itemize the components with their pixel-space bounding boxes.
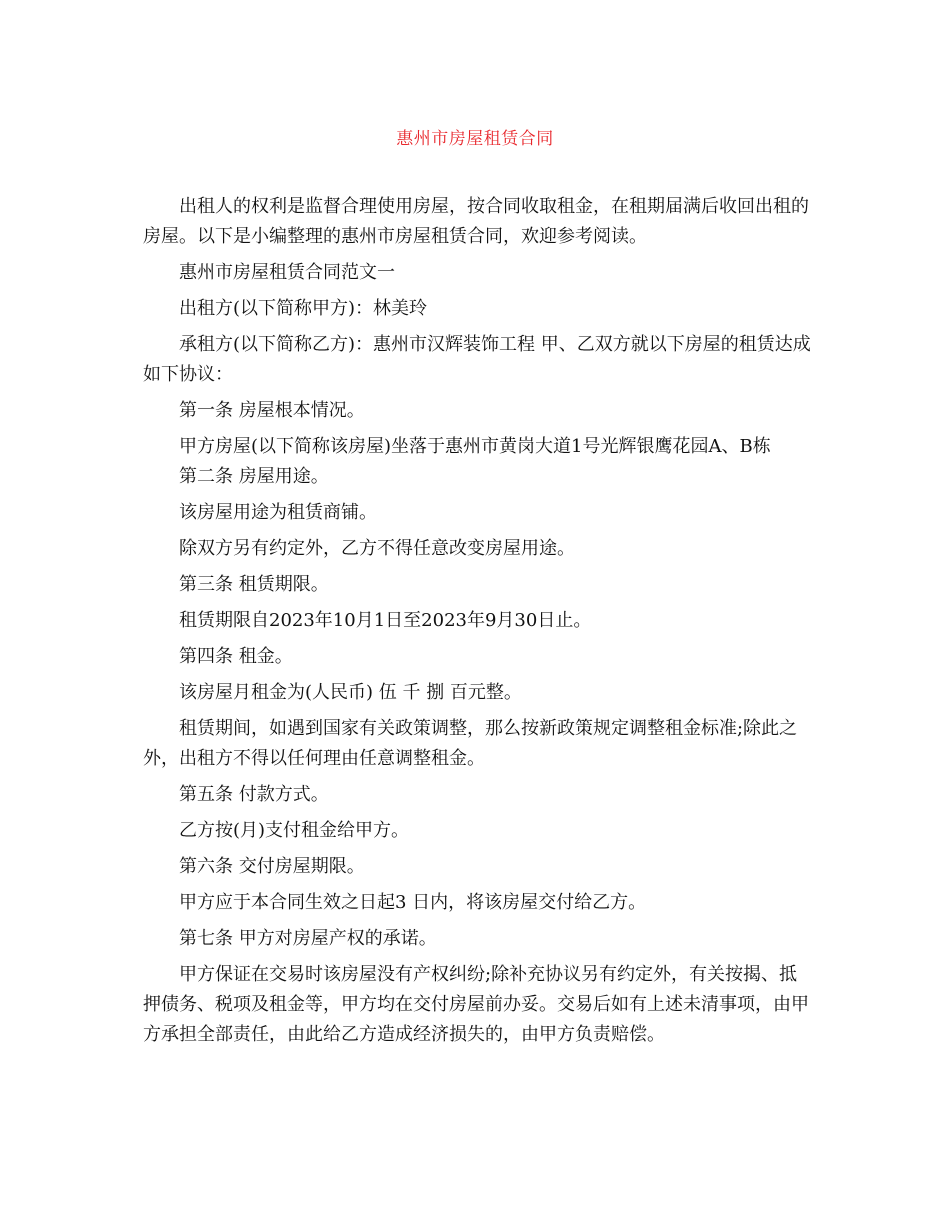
paragraph-article-2: 第二条 房屋用途。 (179, 466, 329, 487)
paragraph-article-7: 第七条 甲方对房屋产权的承诺。 (179, 928, 437, 949)
paragraph-article-3: 第三条 租赁期限。 (179, 574, 329, 595)
paragraph-article-1: 第一条 房屋根本情况。 (179, 400, 365, 421)
paragraph-lessor: 出租方(以下简称甲方)：林美玲 (179, 298, 428, 319)
paragraph-delivery: 甲方应于本合同生效之日起3 日内，将该房屋交付给乙方。 (179, 892, 647, 913)
paragraph-intro: 出租人的权利是监督合理使用房屋，按合同收取租金，在租期届满后收回出租的房屋。以下是小编整理的惠州市房屋租赁合同，欢迎参考阅读。 (143, 196, 809, 247)
paragraph-sample-heading: 惠州市房屋租赁合同范文一 (179, 262, 395, 283)
document-body (143, 192, 811, 1056)
paragraph-lessee: 承租方(以下简称乙方)：惠州市汉辉装饰工程 甲、乙双方就以下房屋的租赁达成如下协议： (143, 334, 811, 385)
paragraph-rent-adjustment: 租赁期间，如遇到国家有关政策调整，那么按新政策规定调整租金标准;除此之外，出租方不得以任何理由任意调整租金。 (143, 718, 798, 769)
paragraph-payment: 乙方按(月)支付租金给甲方。 (179, 820, 410, 841)
paragraph-article-4: 第四条 租金。 (179, 646, 293, 667)
document-title: 惠州市房屋租赁合同 (396, 129, 554, 149)
paragraph-monthly-rent: 该房屋月租金为(人民币) 伍 千 捌 百元整。 (179, 682, 522, 703)
paragraph-article-5: 第五条 付款方式。 (179, 784, 329, 805)
paragraph-lease-term: 租赁期限自2023年10月1日至2023年9月30日止。 (179, 610, 592, 631)
paragraph-article-6: 第六条 交付房屋期限。 (179, 856, 365, 877)
paragraph-usage: 该房屋用途为租赁商铺。 (179, 502, 377, 523)
paragraph-usage-restriction: 除双方另有约定外，乙方不得任意改变房屋用途。 (179, 538, 575, 559)
paragraph-title-guarantee: 甲方保证在交易时该房屋没有产权纠纷;除补充协议另有约定外，有关按揭、抵押债务、税项及租金等，甲方均在交付房屋前办妥。交易后如有上述未清事项，由甲方承担全部责任，由此给乙方造成经济损失的，由甲方负责赔偿。 (143, 964, 809, 1045)
paragraph-property-location: 甲方房屋(以下简称该房屋)坐落于惠州市黄岗大道1号光辉银鹰花园A、B栋 (179, 436, 771, 457)
